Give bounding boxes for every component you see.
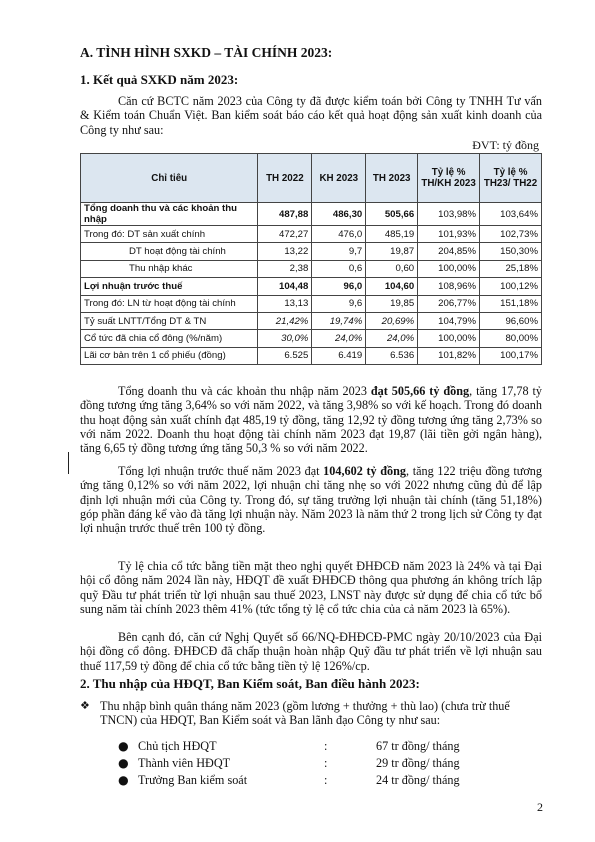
table-cell: 2,38 xyxy=(258,260,312,277)
table-row xyxy=(81,330,542,347)
subsection-title-results: 1. Kết quả SXKD năm 2023: xyxy=(80,72,239,87)
item-value: 24 tr đồng/ tháng xyxy=(376,773,460,787)
separator: : xyxy=(324,773,328,787)
table-cell: 100,00% xyxy=(418,260,480,277)
page-number: 2 xyxy=(537,800,543,814)
header-cell: TH 2022 xyxy=(258,154,312,203)
income-intro xyxy=(80,699,542,728)
separator: : xyxy=(324,739,328,753)
table-cell: 103,64% xyxy=(480,203,542,226)
table-cell: 21,42% xyxy=(258,312,312,329)
row-label: DT hoạt động tài chính xyxy=(81,243,258,260)
text-run: Tổng lợi nhuận trước thuế năm 2023 đạt xyxy=(118,464,324,478)
table-cell: 505,66 xyxy=(366,203,418,226)
row-label: Lợi nhuận trước thuế xyxy=(81,278,258,295)
item-value: 29 tr đồng/ tháng xyxy=(376,756,460,770)
bullet-icon: ● xyxy=(118,739,129,753)
text-run-bold: 104,602 tỷ đồng xyxy=(323,464,407,478)
bullet-icon: ● xyxy=(118,773,129,787)
table-cell: 151,18% xyxy=(480,295,542,312)
row-label: Lãi cơ bản trên 1 cổ phiếu (đồng) xyxy=(81,347,258,364)
table-cell: 13,22 xyxy=(258,243,312,260)
header-cell: Tỷ lệ % TH/KH 2023 xyxy=(418,154,480,203)
text-run: , tăng 122 triệu đồng tương ứng tăng 0,12% so với năm 2022, lợi nhuận chỉ tăng nhẹ so với 2022 nhưng cũng đủ để lập định lợi nhuận mới của Công ty. Trong đó, sự tăng trưởng lợi nhuận tài chính (tăng 51,18%) góp phần đáng kể vào đà tăng lợi nhuận này. Năm 2023 là năm thứ 2 trong lịch sử Công ty đạt lợi nhuận trước thuế trên 100 tỷ đồng. xyxy=(80,464,542,536)
diamond-bullet-icon: ❖ xyxy=(80,699,90,712)
table-cell: 24,0% xyxy=(366,330,418,347)
table-cell: 13,13 xyxy=(258,295,312,312)
table-cell: 0,60 xyxy=(366,260,418,277)
item-value: 67 tr đồng/ tháng xyxy=(376,739,460,753)
table-cell: 100,00% xyxy=(418,330,480,347)
table-cell: 104,79% xyxy=(418,312,480,329)
row-label: Trong đó: DT sản xuất chính xyxy=(81,226,258,243)
table-cell: 101,82% xyxy=(418,347,480,364)
table-cell: 6.525 xyxy=(258,347,312,364)
text-run: Tổng doanh thu và các khoản thu nhập năm 2023 xyxy=(118,384,371,398)
row-label: Tổng doanh thu và các khoản thu nhập xyxy=(81,203,258,226)
row-label: Thu nhập khác xyxy=(81,260,258,277)
bullet-icon: ● xyxy=(118,756,129,770)
resolution-paragraph: Bên cạnh đó, căn cứ Nghị Quyết số 66/NQ-ĐHĐCĐ-PMC ngày 20/10/2023 của Đại hội đồng cổ đông. ĐHĐCĐ đã chấp thuận hoàn nhập Quỹ đầu tư phát triển về lợi nhuận sau thuế 117,59 tỷ đồng để chia cổ tức bằng tiền tỷ lệ 126%/cp. xyxy=(80,630,542,673)
revision-bar xyxy=(68,452,69,474)
row-label: Cổ tức đã chia cổ đông (%/năm) xyxy=(81,330,258,347)
unit-note: ĐVT: tỷ đồng xyxy=(472,138,539,152)
table-cell: 19,87 xyxy=(366,243,418,260)
table-cell: 100,12% xyxy=(480,278,542,295)
table-row xyxy=(81,312,542,329)
row-label: Tỷ suất LNTT/Tổng DT & TN xyxy=(81,312,258,329)
table-cell: 6.536 xyxy=(366,347,418,364)
table-cell: 19,85 xyxy=(366,295,418,312)
table-cell: 150,30% xyxy=(480,243,542,260)
table-cell: 30,0% xyxy=(258,330,312,347)
section-title: A. TÌNH HÌNH SXKD – TÀI CHÍNH 2023: xyxy=(80,45,333,60)
table-cell: 80,00% xyxy=(480,330,542,347)
item-label: Thành viên HĐQT xyxy=(138,756,231,770)
table-cell: 96,0 xyxy=(312,278,366,295)
separator: : xyxy=(324,756,328,770)
results-table xyxy=(80,153,542,365)
table-row xyxy=(81,203,542,226)
table-cell: 25,18% xyxy=(480,260,542,277)
header-cell: Tỷ lệ % TH23/ TH22 xyxy=(480,154,542,203)
table-cell: 204,85% xyxy=(418,243,480,260)
table-cell: 6.419 xyxy=(312,347,366,364)
table-cell: 485,19 xyxy=(366,226,418,243)
table-row xyxy=(81,226,542,243)
table-cell: 103,98% xyxy=(418,203,480,226)
income-intro-text: Thu nhập bình quân tháng năm 2023 (gồm lương + thưởng + thù lao) (chưa trừ thuế TNCN) của HĐQT, Ban Kiểm soát và Ban lãnh đạo Công ty như sau: xyxy=(100,699,510,728)
item-label: Trưởng Ban kiểm soát xyxy=(138,773,248,787)
table-cell: 0,6 xyxy=(312,260,366,277)
intro-paragraph: Căn cứ BCTC năm 2023 của Công ty đã được kiểm toán bởi Công ty TNHH Tư vấn & Kiểm toán Chuẩn Việt. Ban kiểm soát báo cáo kết quả hoạt động sản xuất kinh doanh của Công ty như sau: xyxy=(80,94,542,137)
header-cell: KH 2023 xyxy=(312,154,366,203)
table-cell: 476,0 xyxy=(312,226,366,243)
header-cell: Chỉ tiêu xyxy=(81,154,258,203)
text-run-bold: đạt 505,66 tỷ đồng xyxy=(370,384,470,398)
table-cell: 96,60% xyxy=(480,312,542,329)
item-label: Chủ tịch HĐQT xyxy=(138,739,217,753)
table-cell: 104,60 xyxy=(366,278,418,295)
table-cell: 487,88 xyxy=(258,203,312,226)
table-cell: 100,17% xyxy=(480,347,542,364)
profit-paragraph xyxy=(80,464,542,535)
text-run: , tăng 17,78 tỷ đồng tương ứng tăng 3,64% so với năm 2022, và tăng 3,98% so với kế hoạch. Trong đó doanh thu hoạt động sản xuất chính đạt 485,19 tỷ đồng, tăng 12,92 tỷ đồng tương ứng tăng 2,73% so với năm 2022. Doanh thu hoạt động tài chính năm 2023 đạt 19,87 (lãi tiền gởi ngân hàng), tăng 6,65 tỷ đồng tương ứng tăng 50,3 % so với năm 2022. xyxy=(80,384,542,456)
table-cell: 108,96% xyxy=(418,278,480,295)
table-cell: 206,77% xyxy=(418,295,480,312)
table-row xyxy=(81,260,542,277)
header-cell: TH 2023 xyxy=(366,154,418,203)
table-cell: 101,93% xyxy=(418,226,480,243)
table-cell: 472,27 xyxy=(258,226,312,243)
table-cell: 486,30 xyxy=(312,203,366,226)
table-cell: 104,48 xyxy=(258,278,312,295)
table-cell: 9,7 xyxy=(312,243,366,260)
table-row xyxy=(81,295,542,312)
table-cell: 9,6 xyxy=(312,295,366,312)
revenue-paragraph xyxy=(80,384,542,455)
dividend-paragraph: Tỷ lệ chia cổ tức bằng tiền mặt theo nghị quyết ĐHĐCĐ năm 2023 là 24% và tại Đại hội cổ đông năm 2024 lần này, HĐQT đề xuất ĐHĐCĐ thông qua phương án không trích lập quỹ Đầu tư phát triển từ lợi nhuận sau thuế 2023, LNST này được sử dụng để chia cổ tức bổ sung năm tài chính 2023 thêm 41% (tức tổng tỷ lệ cổ tức chia của cả năm 2023 là 65%). xyxy=(80,559,542,616)
table-row xyxy=(81,347,542,364)
table-cell: 24,0% xyxy=(312,330,366,347)
table-cell: 20,69% xyxy=(366,312,418,329)
row-label: Trong đó: LN từ hoạt động tài chính xyxy=(81,295,258,312)
table-header-row xyxy=(81,154,542,203)
table-cell: 19,74% xyxy=(312,312,366,329)
table-row xyxy=(81,278,542,295)
table-cell: 102,73% xyxy=(480,226,542,243)
table-row xyxy=(81,243,542,260)
subsection-title-income: 2. Thu nhập của HĐQT, Ban Kiểm soát, Ban điều hành 2023: xyxy=(80,676,420,691)
